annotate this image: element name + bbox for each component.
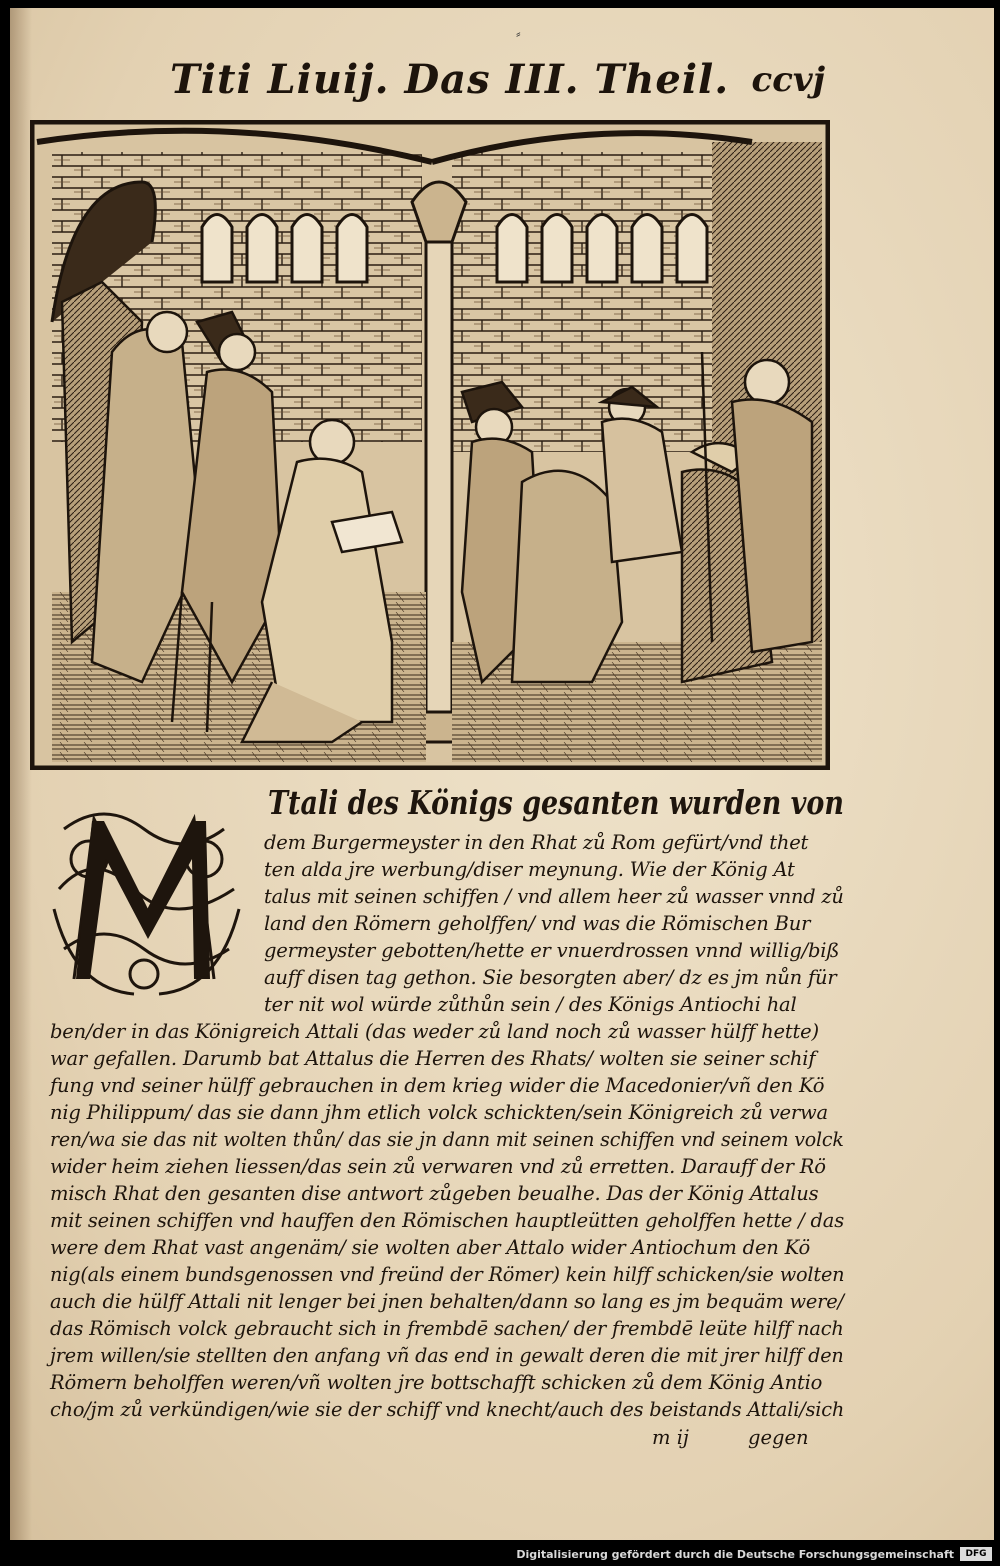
running-head bbox=[160, 56, 825, 106]
text-line: germeyster gebotten/hette er vnuerdrossen vnnd willig/biß bbox=[264, 939, 840, 962]
text-line: fung vnd seiner hülff gebrauchen in dem krieg wider die Macedonier/vñ den Kö bbox=[50, 1074, 825, 1097]
dfg-logo-icon: DFG bbox=[960, 1547, 992, 1561]
text-line: war gefallen. Darumb bat Attalus die Herren des Rhats/ wolten sie seiner schif bbox=[50, 1047, 816, 1070]
text-line: ben/der in das Königreich Attali (das weder zů land noch zů wasser hülff hette) bbox=[50, 1020, 819, 1043]
signature-mark: m ij bbox=[652, 1426, 689, 1449]
text-line: auff disen tag gethon. Sie besorgten aber/ dz es jm nůn für bbox=[264, 966, 837, 989]
text-line: ren/wa sie das nit wolten thůn/ das sie jn dann mit seinen schiffen vnd seinem volck bbox=[50, 1128, 844, 1151]
book-page bbox=[10, 8, 994, 1540]
text-line: Römern beholffen weren/vñ wolten jre bottschafft schicken zů dem König Antio bbox=[50, 1371, 823, 1394]
text-line: auch die hülff Attali nit lenger bei jnen behalten/dann so lang es jm bequäm were/ bbox=[50, 1290, 844, 1313]
text-line: ter nit wol würde zůthůn sein / des Königs Antiochi hal bbox=[264, 993, 797, 1016]
text-line: jrem willen/sie stellten den anfang vñ das end in gewalt deren die mit jrer hilff den bbox=[50, 1344, 844, 1367]
catchword: gegen bbox=[748, 1426, 809, 1449]
text-line: were dem Rhat vast angenäm/ sie wolten aber Attalo wider Antiochum den Kö bbox=[50, 1236, 811, 1259]
text-line: wider heim ziehen liessen/das sein zů verwaren vnd zů erretten. Darauff der Rö bbox=[50, 1155, 826, 1178]
text-line: dem Burgermeyster in den Rhat zů Rom gefürt/vnd thet bbox=[264, 831, 809, 854]
text-line: nig(als einem bundsgenossen vnd freünd der Römer) kein hilff schicken/sie wolten bbox=[50, 1263, 845, 1286]
text-line: Ttali des Königs gesanten wurden von bbox=[268, 783, 844, 822]
folio-number: ccvj bbox=[751, 60, 825, 100]
text-line: misch Rhat den gesanten dise antwort zůgeben beualhe. Das der König Attalus bbox=[50, 1182, 819, 1205]
funding-credit: Digitalisierung gefördert durch die Deutsche Forschungsgemeinschaft bbox=[516, 1548, 954, 1561]
text-line: ten alda jre werbung/diser meynung. Wie der König At bbox=[264, 858, 795, 881]
text-line: land den Römern geholffen/ vnd was die Römischen Bur bbox=[264, 912, 811, 935]
decorated-initial-icon bbox=[44, 789, 249, 999]
text-line: mit seinen schiffen vnd hauffen den Römischen hauptleütten geholffen hette / das bbox=[50, 1209, 844, 1232]
running-head-title: Titi Liuij. Das III. Theil. bbox=[170, 56, 730, 103]
woodcut-illustration-icon bbox=[30, 120, 830, 770]
text-line: das Römisch volck gebraucht sich in frembdē sachen/ der frembdē leüte hilff nach bbox=[50, 1317, 844, 1340]
text-line: nig Philippum/ das sie dann jhm etlich volck schickten/sein Königreich zů verwa bbox=[50, 1101, 828, 1124]
text-line: cho/jm zů verkündigen/wie sie der schiff vnd knecht/auch des beistands Attali/sich bbox=[50, 1398, 845, 1421]
printers-mark: ⸗ bbox=[516, 26, 521, 42]
text-line: talus mit seinen schiffen / vnd allem heer zů wasser vnnd zů bbox=[264, 885, 844, 908]
main-text bbox=[44, 783, 844, 1423]
digitization-footer bbox=[0, 1544, 1000, 1566]
